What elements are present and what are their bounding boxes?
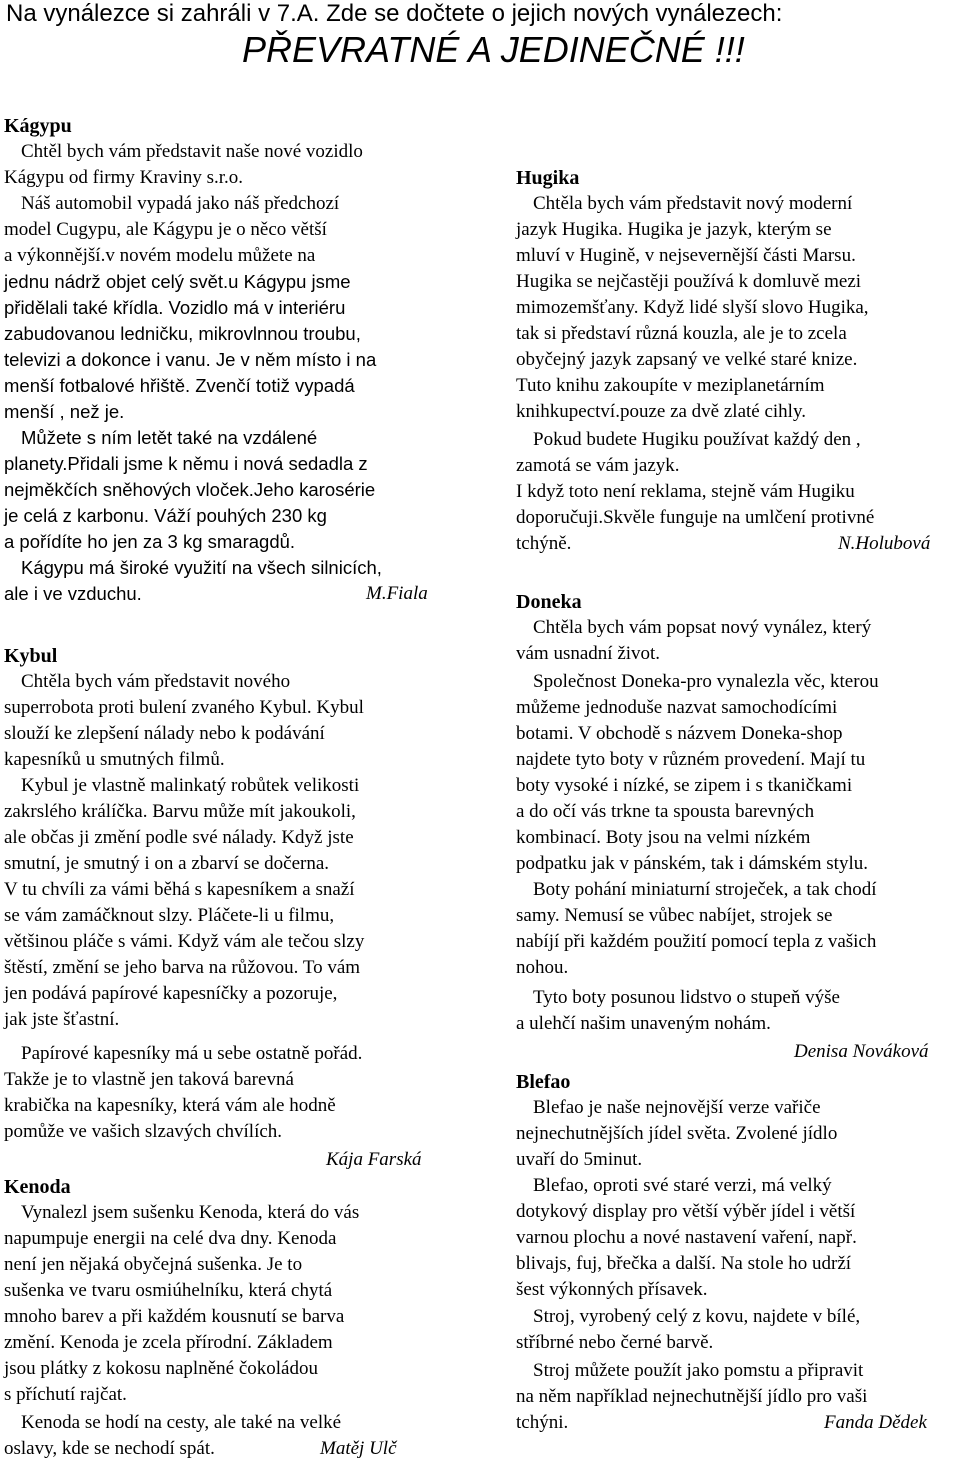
article-line: šest výkonných přísavek. — [516, 1279, 708, 1300]
article-line: tchýně. — [516, 533, 572, 554]
article-author: Fanda Dědek — [824, 1412, 927, 1433]
article-line: tchýni. — [516, 1412, 569, 1433]
article-title-kybul: Kybul — [4, 645, 58, 667]
article-line: botami. V obchodě s názvem Doneka-shop — [516, 723, 843, 744]
article-line: zakrslého králíčka. Barvu může mít jakoukoli, — [4, 801, 356, 822]
article-line: Chtěl bych vám představit naše nové vozidlo — [21, 141, 363, 162]
article-title-hugika: Hugika — [516, 167, 580, 189]
article-line: uvaří do 5minut. — [516, 1149, 643, 1170]
article-title-kenoda: Kenoda — [4, 1176, 71, 1198]
article-line: najdete tyto boty v různém provedení. Mají tu — [516, 749, 866, 770]
article-line: krabička na kapesníky, která vám ale hodně — [4, 1095, 336, 1116]
article-line: nejměkčích sněhových vloček.Jeho karosérie — [4, 479, 376, 500]
article-line: změní. Kenoda je zcela přírodní. Základem — [4, 1332, 333, 1353]
article-line: Kágypu má široké využití na všech silnicích, — [21, 557, 382, 578]
article-line: Blefao, oproti své staré verzi, má velký — [533, 1175, 832, 1196]
article-line: Chtěla bych vám popsat nový vynález, který — [533, 617, 872, 638]
article-line: přidělali také křídla. Vozidlo má v interiéru — [4, 297, 346, 318]
article-line: samy. Nemusí se vůbec nabíjet, strojek se — [516, 905, 833, 926]
article-line: není jen nějaká obyčejná sušenka. Je to — [4, 1254, 303, 1275]
article-line: Pokud budete Hugiku používat každý den , — [533, 429, 861, 450]
article-line: a ulehčí našim unaveným nohám. — [516, 1013, 771, 1034]
article-title-kagypu: Kágypu — [4, 115, 72, 137]
article-line: můžeme jednoduše nazvat samochodícími — [516, 697, 838, 718]
article-line: sušenka ve tvaru osmiúhelníku, která chytá — [4, 1280, 333, 1301]
page-headline: PŘEVRATNÉ A JEDINEČNÉ !!! — [242, 29, 745, 70]
article-line: V tu chvíli za vámi běhá s kapesníkem a snaží — [4, 879, 355, 900]
article-line: Vynalezl jsem sušenku Kenoda, která do vás — [21, 1202, 360, 1223]
article-line: ale občas ji změní podle své nálady. Když jste — [4, 827, 354, 848]
article-line: varnou plochu a nové nastavení vaření, např. — [516, 1227, 857, 1248]
article-line: menší , než je. — [4, 401, 125, 422]
article-line: Takže je to vlastně jen taková barevná — [4, 1069, 294, 1090]
article-line: a výkonnější.v novém modelu můžete na — [4, 245, 316, 266]
article-line: Blefao je naše nejnovější verze vařiče — [533, 1097, 821, 1118]
article-author: Denisa Nováková — [794, 1041, 929, 1062]
article-line: Hugika se nejčastěji používá k domluvě mezi — [516, 271, 862, 292]
article-line: nejnechutnějších jídel světa. Zvolené jídlo — [516, 1123, 838, 1144]
article-line: Kybul je vlastně malinkatý robůtek velikosti — [21, 775, 360, 796]
article-line: Kágypu od firmy Kraviny s.r.o. — [4, 167, 244, 188]
article-line: jen podává papírové kapesníčky a pozoruje, — [4, 983, 338, 1004]
article-author: Matěj Ulč — [320, 1438, 397, 1459]
article-line: kapesníků u smutných filmů. — [4, 749, 225, 770]
article-line: Tyto boty posunou lidstvo o stupeň výše — [533, 987, 840, 1008]
article-line: jak jste šťastní. — [4, 1009, 120, 1030]
article-title-blefao: Blefao — [516, 1071, 571, 1093]
article-line: mluví v Hugině, v nejsevernější části Marsu. — [516, 245, 856, 266]
article-line: Náš automobil vypadá jako náš předchozí — [21, 193, 340, 214]
article-line: Stroj, vyrobený celý z kovu, najdete v bílé, — [533, 1306, 861, 1327]
article-author: N.Holubová — [838, 533, 931, 554]
article-line: I když toto není reklama, stejně vám Hugiku — [516, 481, 855, 502]
article-line: Chtěla bych vám představit nového — [21, 671, 291, 692]
article-line: vám usnadní život. — [516, 643, 661, 664]
article-line: jednu nádrž objet celý svět.u Kágypu jsme — [4, 271, 351, 292]
article-line: Kenoda se hodí na cesty, ale také na velké — [21, 1412, 342, 1433]
article-line: boty vysoké i nízké, se zipem i s tkaničkami — [516, 775, 853, 796]
article-author: M.Fiala — [366, 583, 428, 604]
article-line: Chtěla bych vám představit nový moderní — [533, 193, 853, 214]
article-line: knihkupectví.pouze za dvě zlaté cihly. — [516, 401, 806, 422]
article-line: superrobota proti bulení zvaného Kybul. Kybul — [4, 697, 364, 718]
article-line: podpatku jak v pánském, tak i dámském stylu. — [516, 853, 868, 874]
article-line: Boty pohání miniaturní stroječek, a tak chodí — [533, 879, 877, 900]
article-line: planety.Přidali jsme k němu i nová sedadla z — [4, 453, 368, 474]
article-line: jsou plátky z kokosu naplněné čokoládou — [4, 1358, 318, 1379]
article-line: televizi a dokonce i vanu. Je v něm místo i na — [4, 349, 377, 370]
article-author: Kája Farská — [326, 1149, 422, 1170]
article-line: většinou pláče s vámi. Když vám ale tečou slzy — [4, 931, 365, 952]
article-line: je celá z karbonu. Váží pouhých 230 kg — [4, 505, 327, 526]
article-line: a do očí vás trkne ta spousta barevných — [516, 801, 815, 822]
article-line: nabíjí při každém použití pomocí tepla z vašich — [516, 931, 877, 952]
article-line: na něm například nejnechutnější jídlo pro vaši — [516, 1386, 868, 1407]
article-line: stříbrné nebo černé barvě. — [516, 1332, 714, 1353]
article-line: Tuto knihu zakoupíte v meziplanetárním — [516, 375, 825, 396]
article-line: Papírové kapesníky má u sebe ostatně pořád. — [21, 1043, 363, 1064]
article-line: s příchutí rajčat. — [4, 1384, 127, 1405]
article-line: a pořídíte ho jen za 3 kg smaragdů. — [4, 531, 296, 552]
article-line: mnoho barev a při každém kousnutí se barva — [4, 1306, 345, 1327]
article-line: napumpuje energii na celé dva dny. Kenoda — [4, 1228, 337, 1249]
article-line: kombinací. Boty jsou na velmi nízkém — [516, 827, 811, 848]
article-line: blivajs, fuj, břečka a další. Na stole ho udrží — [516, 1253, 852, 1274]
article-line: oslavy, kde se nechodí spát. — [4, 1438, 215, 1459]
article-line: Společnost Doneka-pro vynalezla věc, kterou — [533, 671, 879, 692]
article-line: mimozemšťany. Když lidé slyší slovo Hugika, — [516, 297, 869, 318]
article-line: se vám zamáčknout slzy. Pláčete-li u filmu, — [4, 905, 335, 926]
article-line: zamotá se vám jazyk. — [516, 455, 680, 476]
article-line: nohou. — [516, 957, 569, 978]
article-line: ale i ve vzduchu. — [4, 583, 142, 604]
article-line: dotykový display pro větší výběr jídel i větší — [516, 1201, 856, 1222]
article-line: Stroj můžete použít jako pomstu a připravit — [533, 1360, 864, 1381]
article-line: štěstí, změní se jeho barva na růžovou. To vám — [4, 957, 361, 978]
article-line: obyčejný jazyk zapsaný ve velké staré knize. — [516, 349, 858, 370]
article-line: Můžete s ním letět také na vzdálené — [21, 427, 318, 448]
article-line: jazyk Hugika. Hugika je jazyk, kterým se — [516, 219, 832, 240]
article-line: slouží ke zlepšení nálady nebo k podávání — [4, 723, 325, 744]
article-line: tak si představí různá kouzla, ale je to zcela — [516, 323, 847, 344]
page-header-line: Na vynálezce si zahráli v 7.A. Zde se dočtete o jejich nových vynálezech: — [6, 0, 783, 27]
article-line: zabudovanou ledničku, mikrovlnnou troubu, — [4, 323, 361, 344]
article-line: model Cugypu, ale Kágypu je o něco větší — [4, 219, 327, 240]
article-line: menší fotbalové hřiště. Zvenčí totiž vypadá — [4, 375, 355, 396]
article-line: doporučuji.Skvěle funguje na umlčení protivné — [516, 507, 875, 528]
article-line: pomůže ve vašich slzavých chvílích. — [4, 1121, 283, 1142]
article-line: smutní, je smutný i on a zbarví se dočerna. — [4, 853, 330, 874]
article-title-doneka: Doneka — [516, 591, 582, 613]
